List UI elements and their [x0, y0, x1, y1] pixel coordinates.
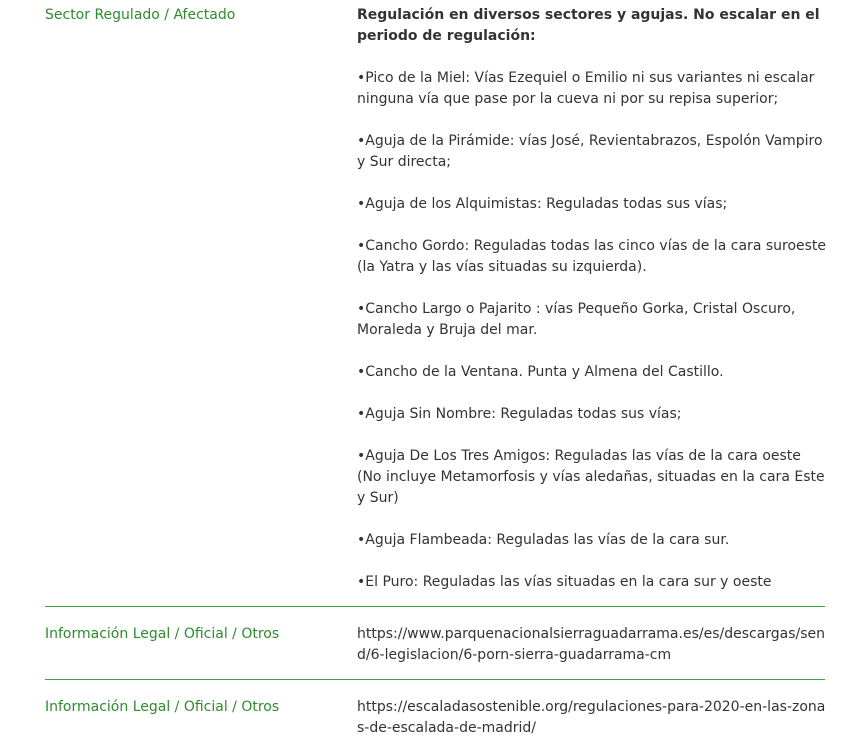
list-item: •Aguja de los Alquimistas: Reguladas todas sus vías; — [357, 196, 728, 212]
list-item: •Pico de la Miel: Vías Ezequiel o Emilio ni sus variantes ni escalar ninguna vía que pase por la cueva ni por su repisa superior; — [357, 70, 815, 107]
list-item: •Cancho de la Ventana. Punta y Almena del Castillo. — [357, 364, 724, 380]
legal-info-label: Información Legal / Oficial / Otros — [45, 626, 280, 642]
list-item: •El Puro: Reguladas las vías situadas en la cara sur y oeste — [357, 574, 772, 590]
list-item: •Aguja Flambeada: Reguladas las vías de la cara sur. — [357, 532, 730, 548]
divider — [45, 606, 825, 607]
list-item: •Aguja De Los Tres Amigos: Reguladas las vías de la cara oeste (No incluye Metamorfosis y vías aledañas, situadas en la cara Este y Sur) — [357, 448, 825, 506]
list-item: •Cancho Gordo: Reguladas todas las cinco vías de la cara suroeste (la Yatra y las vías situadas su izquierda). — [357, 238, 827, 275]
list-item: •Aguja Sin Nombre: Reguladas todas sus vías; — [357, 406, 682, 422]
sector-value — [357, 5, 827, 593]
regulation-heading: Regulación en diversos sectores y agujas. No escalar en el periodo de regulación: — [357, 7, 820, 44]
list-item: •Cancho Largo o Pajarito : vías Pequeño Gorka, Cristal Oscuro, Moraleda y Bruja del mar. — [357, 301, 796, 338]
list-item: •Aguja de la Pirámide: vías José, Revientabrazos, Espolón Vampiro y Sur directa; — [357, 133, 823, 170]
legal-info-label: Información Legal / Oficial / Otros — [45, 699, 280, 715]
legal-info-url: https://www.parquenacionalsierraguadarrama.es/es/descargas/send/6-legislacion/6-porn-sierra-guadarrama-cm — [357, 626, 826, 663]
sector-label: Sector Regulado / Afectado — [45, 7, 236, 23]
divider — [45, 679, 825, 680]
legal-info-url: https://escaladasostenible.org/regulaciones-para-2020-en-las-zonas-de-escalada-de-madrid/ — [357, 699, 826, 736]
